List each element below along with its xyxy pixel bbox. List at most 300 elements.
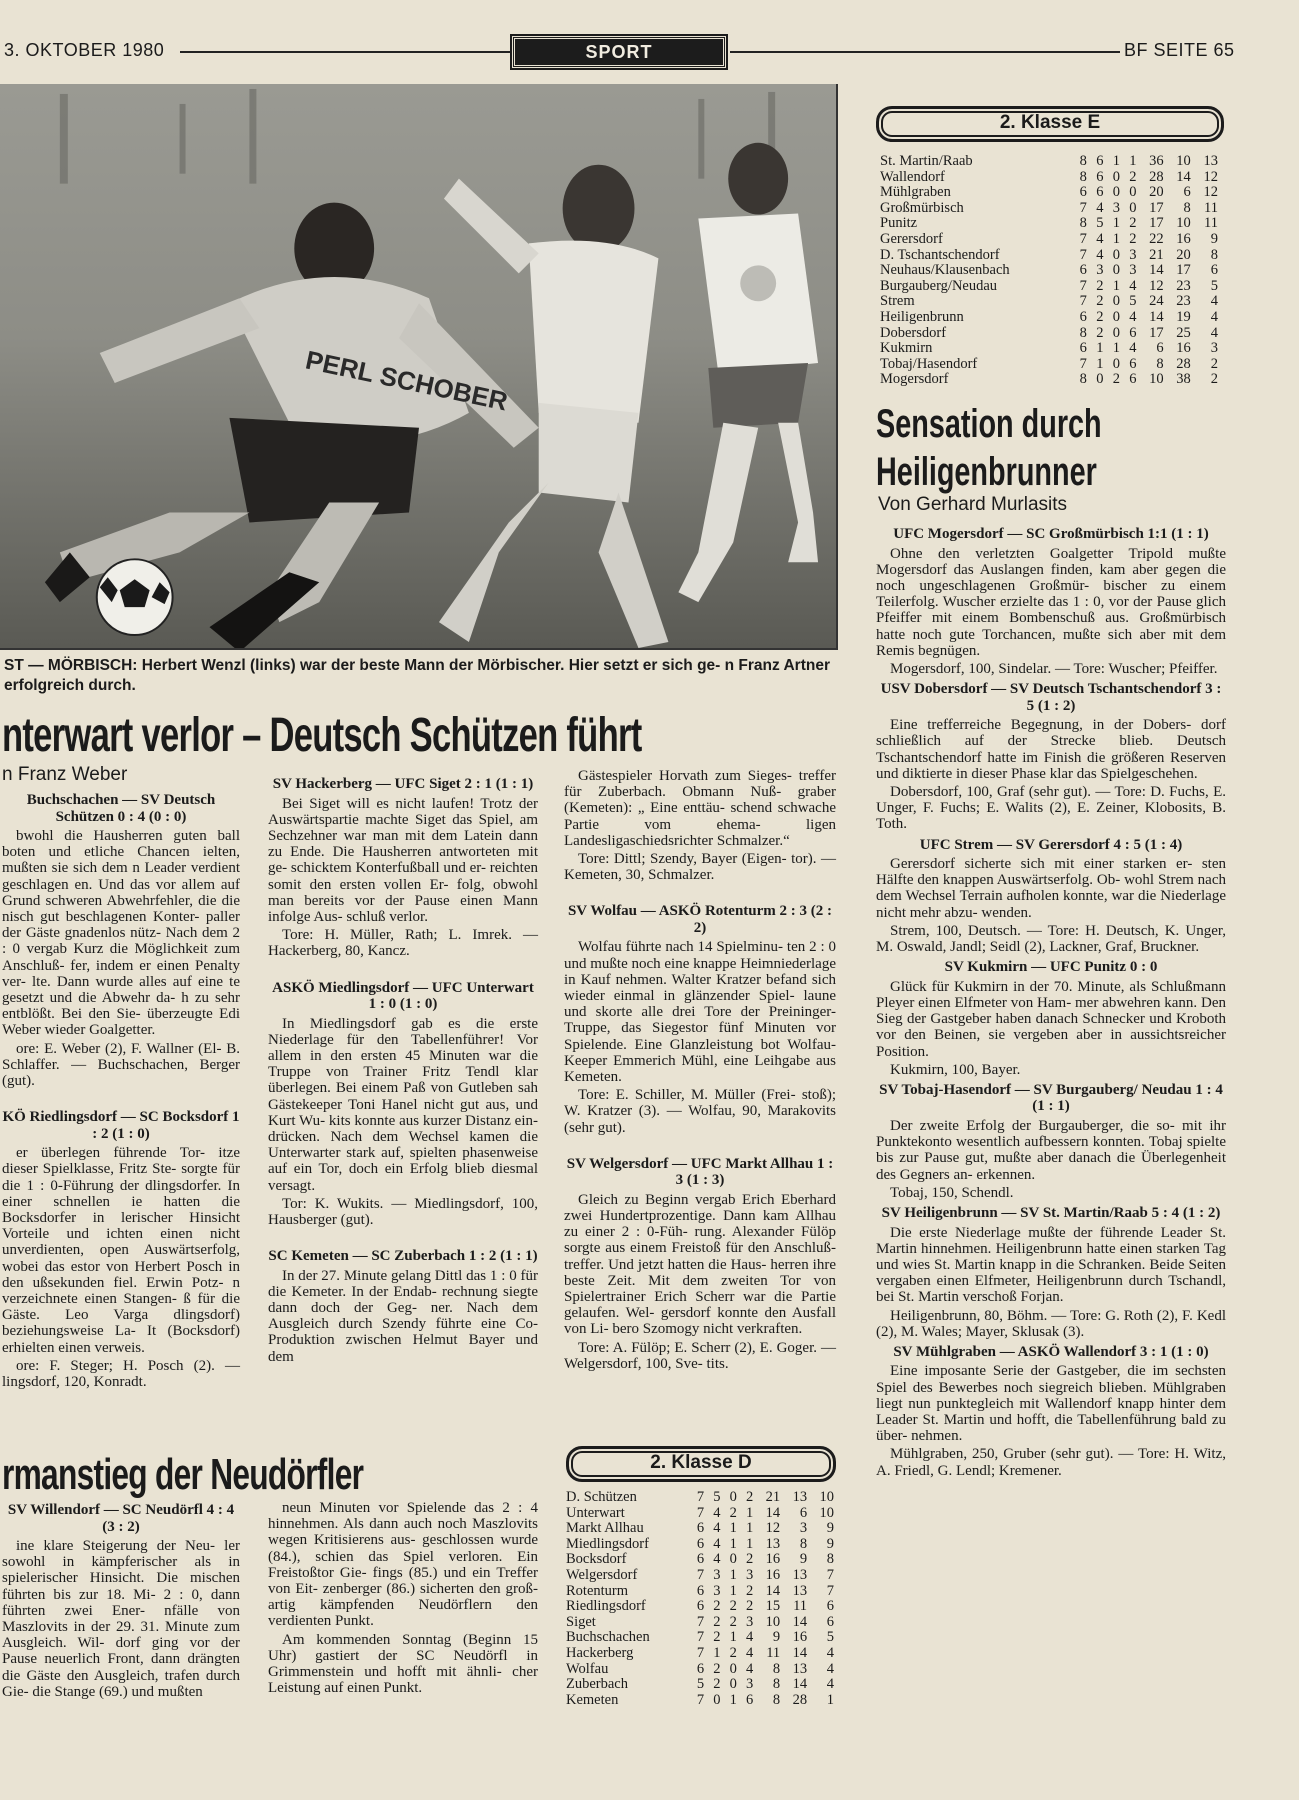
match-heading: UFC Strem — SV Gerersdorf 4 : 5 (1 : 4) [919, 836, 1183, 853]
stat-cell: 7 [696, 1644, 705, 1661]
team-name: St. Martin/Raab [880, 153, 973, 169]
stat-cell: 1 [729, 1566, 737, 1583]
headline-sensation [876, 400, 1102, 496]
stat-cell: 6 [696, 1598, 705, 1615]
table-row [880, 341, 1218, 357]
stat-cell: 10 [1176, 215, 1191, 232]
spacer [2, 1091, 240, 1105]
stat-cell: 16 [765, 1566, 781, 1583]
team-name: Hackerberg [566, 1644, 634, 1661]
stat-cell: 3 [713, 1582, 721, 1599]
paragraph: neun Minuten vor Spielende das 2 : 4 hinnehmen. Als dann auch noch Maszlovits wegen Kritisierens aus- geschlossen wurde (84.), schien das Spiel verloren. Ein Freistoßtor Gie- fings (85.) und ein Treffer von Eit- zenberger (86.) sicherten den groß- artig kämpfenden Neudörflern den verdienten Punkt. [268, 1500, 538, 1630]
issue-date: 3. OKTOBER 1980 [4, 40, 165, 60]
stat-cell: 16 [765, 1551, 781, 1568]
stat-cell: 1 [1112, 215, 1120, 232]
table-row [880, 201, 1218, 217]
stat-cell: 14 [765, 1582, 781, 1599]
stat-cell: 13 [765, 1535, 781, 1552]
stat-cell: 3 [1096, 262, 1104, 279]
stat-cell: 10 [1149, 371, 1164, 388]
stat-cell: 2 [713, 1629, 721, 1646]
photo-caption: ST — MÖRBISCH: Herbert Wenzl (links) war der beste Mann der Mörbischer. Hier setzt er sich ge- n Franz Artner erfolgreich durch. [4, 657, 830, 694]
stat-cell: 6 [1079, 340, 1087, 357]
table-row [566, 1537, 834, 1553]
team-name: Rotenturm [566, 1582, 629, 1599]
stat-cell: 2 [729, 1504, 737, 1521]
stat-cell: 28 [792, 1691, 808, 1708]
table-e [880, 154, 1218, 388]
team-name: Großmürbisch [880, 199, 964, 216]
team-name: Siget [566, 1613, 596, 1630]
table-row [566, 1693, 834, 1709]
stat-cell: 3 [713, 1566, 721, 1583]
stat-cell: 1 [729, 1520, 737, 1537]
match-heading: SV Kukmirn — UFC Punitz 0 : 0 [944, 959, 1158, 976]
stat-cell: 10 [1176, 153, 1191, 169]
table-row [566, 1662, 834, 1678]
team-name: Riedlingsdorf [566, 1598, 646, 1615]
stat-cell: 0 [729, 1676, 737, 1693]
stat-cell: 5 [713, 1489, 721, 1505]
table-row [566, 1506, 834, 1522]
stat-cell: 0 [713, 1691, 721, 1708]
stat-cell: 6 [1129, 355, 1137, 372]
table-row [566, 1568, 834, 1584]
stat-cell: 5 [1129, 293, 1137, 310]
stat-cell: 28 [1176, 355, 1191, 372]
table-row [880, 372, 1218, 388]
stat-cell: 20 [1176, 246, 1191, 263]
stat-cell: 6 [826, 1613, 834, 1630]
table-row [880, 357, 1218, 373]
stat-cell: 10 [819, 1504, 834, 1521]
stat-cell: 2 [1096, 324, 1104, 341]
paragraph: Tore: E. Schiller, M. Müller (Frei- stoß); W. Kratzer (3). — Wolfau, 90, Marakovits (sehr gut). [564, 1087, 836, 1136]
paragraph: Strem, 100, Deutsch. — Tore: H. Deutsch, K. Unger, M. Oswald, Jandl; Seidl (2), Lackner, Graf, Bruckner. [876, 922, 1226, 956]
paragraph: Tor: K. Wukits. — Miedlingsdorf, 100, Hausberger (gut). [268, 1195, 538, 1228]
stat-cell: 8 [1079, 324, 1087, 341]
stat-cell: 4 [826, 1676, 834, 1693]
paragraph: ore: F. Steger; H. Posch (2). — lingsdorf, 120, Konradt. [2, 1357, 240, 1391]
table-row [566, 1615, 834, 1631]
spacer [268, 962, 538, 976]
stat-cell: 2 [713, 1676, 721, 1693]
paragraph: In der 27. Minute gelang Dittl das 1 : 0 für die Kemeter. In der Endab- rechnung siegte dann doch der Geg- ner. Nach dem Ausgleich durch Szendy führte eine Co-Produktion zwischen Helmut Bayer und dem [268, 1267, 538, 1365]
stat-cell: 14 [1176, 168, 1191, 185]
table-row [566, 1521, 834, 1537]
stat-cell: 4 [713, 1520, 721, 1537]
match-heading: SV Welgersdorf — UFC Markt Allhau 1 : 3 (1 : 3) [566, 1155, 834, 1189]
stat-cell: 17 [1149, 199, 1164, 216]
table-row [880, 154, 1218, 170]
stat-cell: 4 [746, 1629, 754, 1646]
stat-cell: 4 [1210, 324, 1218, 341]
paragraph: Tobaj, 150, Schendl. [890, 1184, 1014, 1201]
headline-neudoerfler: rmanstieg der Neudörfler [2, 1450, 364, 1499]
stat-cell: 9 [772, 1629, 781, 1646]
stat-cell: 6 [1079, 262, 1087, 279]
table-row [880, 185, 1218, 201]
stat-cell: 1 [1112, 277, 1120, 294]
team-name: Dobersdorf [880, 324, 947, 341]
stat-cell: 7 [696, 1629, 705, 1646]
stat-cell: 2 [713, 1598, 721, 1615]
table-row [566, 1599, 834, 1615]
stat-cell: 21 [1149, 246, 1164, 263]
stat-cell: 4 [1096, 199, 1104, 216]
stat-cell: 15 [765, 1598, 781, 1615]
stat-cell: 1 [729, 1691, 737, 1708]
stat-cell: 2 [1210, 355, 1218, 372]
stat-cell: 1 [729, 1535, 737, 1552]
stat-cell: 8 [1079, 215, 1087, 232]
paragraph: Heiligenbrunn, 80, Böhm. — Tore: G. Roth (2), F. Kedl (2), M. Wales; Mayer, Sklusak (3). [876, 1307, 1226, 1340]
stat-cell: 8 [1079, 371, 1087, 388]
stat-cell: 2 [729, 1644, 737, 1661]
stat-cell: 1 [1112, 230, 1120, 247]
stat-cell: 1 [729, 1582, 737, 1599]
stat-cell: 22 [1149, 230, 1164, 247]
stat-cell: 0 [729, 1551, 737, 1568]
stat-cell: 6 [1096, 153, 1104, 169]
stat-cell: 16 [1176, 230, 1191, 247]
stat-cell: 5 [1096, 215, 1104, 232]
stat-cell: 3 [1129, 246, 1137, 263]
stat-cell: 1 [1129, 153, 1137, 169]
stat-cell: 38 [1176, 371, 1191, 388]
team-name: Burgauberg/Neudau [880, 277, 998, 294]
stat-cell: 0 [1129, 199, 1137, 216]
stat-cell: 5 [826, 1629, 834, 1646]
stat-cell: 5 [696, 1676, 705, 1693]
team-name: Mühlgraben [880, 184, 951, 201]
stat-cell: 12 [1203, 168, 1218, 185]
table-row [880, 326, 1218, 342]
table-row [566, 1630, 834, 1646]
paragraph: Bei Siget will es nicht laufen! Trotz der Auswärtspartie machte Siget das Spiel, am Sechzehner war man mit dem Latein dann zu Ende. Die Hausherren antworteten mit ge- schicktem Konterfußball und er- reichten somit den ersten vollen Er- folg, obwohl man bereits vor der Pause einen Mann infolge Aus- schluß verlor. [268, 795, 539, 925]
stat-cell: 7 [696, 1566, 705, 1583]
stat-cell: 3 [799, 1520, 808, 1537]
stat-cell: 2 [746, 1598, 754, 1615]
paragraph: Ohne den verletzten Goalgetter Tripold mußte Mogersdorf das Auslangen finden, kam aber gegen die noch ungeschlagenen Großmür- bischer zu einem Teilerfolg. Wuscher erzielte das 1 : 0, vor der Pause glich Pfeiffer mit einem Bombenschuß aus. Großmürbisch hatte noch gute Torchancen, mußte sich aber mit dem Remis begnügen. [876, 545, 1226, 659]
stat-cell: 6 [696, 1551, 705, 1568]
paragraph: Kukmirn, 100, Bayer. [890, 1061, 1021, 1078]
stat-cell: 0 [1096, 371, 1104, 388]
stat-cell: 0 [1112, 262, 1120, 279]
stat-cell: 0 [1129, 184, 1137, 201]
stat-cell: 5 [1210, 277, 1218, 294]
stat-cell: 6 [696, 1535, 705, 1552]
stat-cell: 19 [1176, 308, 1191, 325]
stat-cell: 14 [792, 1613, 808, 1630]
article2-column1 [2, 1498, 240, 1702]
team-name: D. Schützen [566, 1489, 637, 1505]
stat-cell: 6 [1096, 184, 1104, 201]
stat-cell: 2 [1129, 168, 1137, 185]
article2-column2 [268, 1500, 538, 1698]
team-name: Welgersdorf [566, 1566, 638, 1583]
stat-cell: 7 [826, 1566, 834, 1583]
stat-cell: 25 [1176, 324, 1191, 341]
stat-cell: 9 [1210, 230, 1218, 247]
match-heading: Buchschachen — SV Deutsch Schützen 0 : 4 (0 : 0) [26, 792, 216, 825]
paragraph: Tore: Dittl; Szendy, Bayer (Eigen- tor). — Kemeten, 30, Schmalzer. [564, 851, 836, 884]
stat-cell: 6 [1079, 308, 1087, 325]
stat-cell: 7 [696, 1613, 705, 1630]
paragraph: Die erste Niederlage mußte der führende Leader St. Martin hinnehmen. Heiligenbrunn hatte einen starken Tag und wies St. Martin knapp in die Schranken. Beide Seiten vergaben einen Elfmeter, Heiligenbrunn durch Tschandl, bei St. Martin verschoß Forjan. [876, 1224, 1226, 1306]
team-name: Buchschachen [566, 1629, 650, 1646]
stat-cell: 10 [819, 1489, 834, 1505]
stat-cell: 8 [1079, 153, 1087, 169]
table-d [566, 1490, 834, 1708]
stat-cell: 6 [696, 1520, 705, 1537]
stat-cell: 11 [1204, 215, 1218, 232]
header-rule-left [180, 51, 510, 53]
stat-cell: 2 [713, 1660, 721, 1677]
stat-cell: 13 [792, 1566, 808, 1583]
spacer [268, 1230, 538, 1244]
stat-cell: 8 [772, 1691, 781, 1708]
paragraph: Gästespieler Horvath zum Sieges- treffer für Zuberbach. Obmann Nuß- graber (Kemeten): „ Eine enttäu- schend schwache Partie vom ehema- ligen Landesligaschiedsrichter Schmalzer.“ [564, 768, 836, 849]
stat-cell: 1 [746, 1504, 754, 1521]
stat-cell: 36 [1149, 153, 1164, 169]
stat-cell: 14 [765, 1504, 781, 1521]
stat-cell: 4 [746, 1660, 754, 1677]
stat-cell: 0 [1112, 308, 1120, 325]
stat-cell: 2 [729, 1613, 737, 1630]
spacer [564, 1138, 836, 1152]
stat-cell: 2 [1129, 215, 1137, 232]
stat-cell: 11 [1204, 199, 1218, 216]
stat-cell: 11 [766, 1644, 781, 1661]
stat-cell: 8 [1183, 199, 1191, 216]
stat-cell: 2 [713, 1613, 721, 1630]
stat-cell: 0 [1112, 355, 1120, 372]
paragraph: Glück für Kukmirn in der 70. Minute, als Schlußmann Pleyer einen Elfmeter von Ham- mer abwehren kann. Den Sieg der Gastgeber haben danach Schnecker und Kroboth vor den Beinen, sie vergeben aber in aussichtsreicher Position. [876, 978, 1226, 1060]
stat-cell: 1 [826, 1691, 834, 1708]
stat-cell: 3 [1129, 262, 1137, 279]
match-heading: ASKÖ Miedlingsdorf — UFC Unterwart 1 : 0 (1 : 0) [272, 979, 534, 1013]
table-row [880, 279, 1218, 295]
stat-cell: 4 [826, 1644, 834, 1661]
team-name: Zuberbach [566, 1676, 628, 1693]
stat-cell: 6 [1156, 340, 1164, 357]
stat-cell: 4 [826, 1660, 834, 1677]
match-heading: UFC Mogersdorf — SC Großmürbisch 1:1 (1 : 1) [893, 526, 1209, 542]
paragraph: Der zweite Erfolg der Burgauberger, die so- mit ihr Punktekonto wesentlich aufbessern konnten. Tobaj spielte bis zur Pause gut, mußte aber danach die Überlegenheit des Gegners an- erkennen. [876, 1117, 1226, 1183]
section-label: SPORT [512, 36, 726, 68]
table-row [566, 1490, 834, 1506]
stat-cell: 3 [746, 1613, 754, 1630]
table-row [880, 216, 1218, 232]
table-row [566, 1677, 834, 1693]
team-name: Punitz [880, 215, 918, 232]
stat-cell: 8 [1156, 355, 1164, 372]
football [97, 559, 173, 635]
paragraph: Mogersdorf, 100, Sindelar. — Tore: Wuscher; Pfeiffer. [890, 660, 1218, 677]
team-name: Miedlingsdorf [566, 1535, 649, 1552]
article1-column2 [268, 772, 538, 1367]
table-row [566, 1646, 834, 1662]
stat-cell: 0 [1112, 246, 1120, 263]
paragraph: Tore: H. Müller, Rath; L. Imrek. — Hackerberg, 80, Kancz. [268, 927, 538, 960]
article3-body [876, 522, 1226, 1481]
headline-sensation-line2: Heiligenbrunner [876, 450, 1097, 494]
stat-cell: 23 [1176, 293, 1191, 310]
stat-cell: 1 [746, 1535, 754, 1552]
stat-cell: 3 [1112, 199, 1120, 216]
match-heading: SV Tobaj-Hasendorf — SV Burgauberg/ Neudau 1 : 4 (1 : 1) [879, 1081, 1223, 1115]
match-heading: SV Hackerberg — UFC Siget 2 : 1 (1 : 1) [272, 776, 534, 792]
stat-cell: 8 [1210, 246, 1218, 263]
match-heading: SV Wolfau — ASKÖ Rotenturm 2 : 3 (2 : 2) [567, 903, 833, 936]
stat-cell: 12 [765, 1520, 781, 1537]
team-name: Wolfau [566, 1660, 609, 1677]
team-name: Mogersdorf [880, 371, 949, 388]
stat-cell: 7 [1079, 246, 1087, 263]
stat-cell: 14 [792, 1644, 808, 1661]
team-name: Wallendorf [880, 168, 945, 185]
stat-cell: 2 [746, 1582, 754, 1599]
stat-cell: 6 [1129, 324, 1137, 341]
stat-cell: 20 [1149, 184, 1164, 201]
stat-cell: 14 [1149, 262, 1164, 279]
headline-unterwart: nterwart verlor – Deutsch Schützen führt [2, 709, 642, 762]
stat-cell: 1 [1112, 340, 1120, 357]
stat-cell: 2 [1096, 277, 1104, 294]
stat-cell: 9 [826, 1535, 834, 1552]
stat-cell: 16 [1176, 340, 1191, 357]
stat-cell: 1 [1096, 355, 1104, 372]
stat-cell: 12 [1149, 277, 1164, 294]
stat-cell: 1 [1096, 340, 1104, 357]
stat-cell: 7 [696, 1504, 705, 1521]
stat-cell: 7 [1079, 293, 1087, 310]
stat-cell: 2 [746, 1551, 754, 1568]
match-heading: SC Kemeten — SC Zuberbach 1 : 2 (1 : 1) [268, 1248, 538, 1265]
stat-cell: 14 [792, 1676, 808, 1693]
stat-cell: 2 [1210, 371, 1218, 388]
stat-cell: 14 [1149, 308, 1164, 325]
stat-cell: 28 [1149, 168, 1164, 185]
stat-cell: 0 [1112, 324, 1120, 341]
table-row [880, 263, 1218, 279]
stat-cell: 4 [1210, 293, 1218, 310]
match-heading: SV Willendorf — SC Neudörfl 4 : 4 (3 : 2) [7, 1502, 235, 1535]
stat-cell: 2 [1096, 308, 1104, 325]
table-row [880, 170, 1218, 186]
stat-cell: 2 [1096, 293, 1104, 310]
table-d-title: 2. Klasse D [566, 1446, 836, 1482]
headline-sensation-line1: Sensation durch [876, 402, 1102, 446]
stat-cell: 23 [1176, 277, 1191, 294]
paragraph: Mühlgraben, 250, Gruber (sehr gut). — Tore: H. Witz, A. Friedl, G. Lendl; Kremener. [876, 1446, 1226, 1479]
stat-cell: 4 [1129, 340, 1137, 357]
spacer [564, 885, 836, 899]
stat-cell: 17 [1149, 324, 1164, 341]
table-row [880, 248, 1218, 264]
stat-cell: 4 [1096, 246, 1104, 263]
stat-cell: 4 [1129, 308, 1137, 325]
stat-cell: 3 [746, 1676, 754, 1693]
stat-cell: 9 [826, 1520, 834, 1537]
stat-cell: 8 [1079, 168, 1087, 185]
paragraph: ine klare Steigerung der Neu- ler sowohl in kämpferischer als in spielerischer Hinsicht. Die mischen führten bis zur 18. Mi- 2 : 0, dann führten zwei Ener- nfälle von Maszlovits in der 29. 31. Minute zum Ausgleich. Wil- dorf ging vor der Pause neuerlich Front, dann drängten die Gäste den Ausgleich, trafen durch Gie- die Stange (69.) und mußten [2, 1538, 240, 1700]
table-row [566, 1552, 834, 1568]
stat-cell: 13 [792, 1582, 808, 1599]
stat-cell: 4 [746, 1644, 754, 1661]
stat-cell: 6 [1129, 371, 1137, 388]
stat-cell: 7 [826, 1582, 834, 1599]
stat-cell: 7 [696, 1691, 705, 1708]
stat-cell: 7 [696, 1489, 705, 1505]
stat-cell: 6 [1079, 184, 1087, 201]
team-name: D. Tschantschendorf [880, 246, 1000, 263]
article1-column3 [564, 768, 836, 1374]
stat-cell: 13 [1203, 153, 1218, 169]
stat-cell: 8 [772, 1660, 781, 1677]
table-row [566, 1584, 834, 1600]
stat-cell: 3 [1210, 340, 1218, 357]
stat-cell: 24 [1149, 293, 1164, 310]
stat-cell: 16 [792, 1629, 808, 1646]
stat-cell: 0 [1112, 184, 1120, 201]
stat-cell: 21 [765, 1489, 781, 1505]
team-name: Unterwart [566, 1504, 625, 1521]
paragraph: ore: E. Weber (2), F. Wallner (El- B. Schlaffer. — Buchschachen, Berger (gut). [2, 1040, 240, 1090]
paragraph: Eine trefferreiche Begegnung, in der Dobers- dorf schließlich auf der Strecke blieb. Deutsch Tschantschendorf hatte im Finish die größeren Reserven und diktierte in dieser Phase klar das Spielgeschehen. [876, 717, 1226, 782]
table-row [880, 310, 1218, 326]
team-name: Neuhaus/Klausenbach [880, 262, 1010, 279]
match-heading: SV Mühlgraben — ASKÖ Wallendorf 3 : 1 (1 : 0) [893, 1343, 1209, 1360]
team-name: Gerersdorf [880, 230, 943, 247]
stat-cell: 8 [772, 1676, 781, 1693]
match-heading: USV Dobersdorf — SV Deutsch Tschantschendorf 3 : 5 (1 : 2) [880, 681, 1222, 714]
stat-cell: 17 [1176, 262, 1191, 279]
stat-cell: 1 [1112, 153, 1120, 169]
stat-cell: 0 [729, 1660, 737, 1677]
table-row [880, 232, 1218, 248]
page-number: BF SEITE 65 [1124, 40, 1235, 60]
match-heading: SV Heiligenbrunn — SV St. Martin/Raab 5 : 4 (1 : 2) [881, 1205, 1221, 1221]
table-row [880, 294, 1218, 310]
stat-cell: 2 [729, 1598, 737, 1615]
stat-cell: 2 [1129, 230, 1137, 247]
stat-cell: 13 [792, 1660, 808, 1677]
paragraph: Tore: A. Fülöp; E. Scherr (2), E. Goger. — Welgersdorf, 100, Sve- tits. [564, 1339, 836, 1372]
paragraph: er überlegen führende Tor- itze dieser Spielklasse, Fritz Ste- sorgte für die 1 : 0-Führung der dlingsdorfer. In einer schnellen ie hatten die Bocksdorfer in lerischer Hinsicht Vorteile und ichten einen nicht unverdienten, open Auswärtserfolg, wobei das estor von Herbert Posch in den ußsekunden fiel. Erwin Potz- n verzeichnete einen Stangen- ß für die Gäste. Leo Varga dlingsdorf) beziehungsweise La- It (Bocksdorf) erhielten einen verweis. [2, 1145, 240, 1356]
stat-cell: 4 [713, 1504, 721, 1521]
stat-cell: 11 [793, 1598, 808, 1615]
stat-cell: 13 [792, 1489, 808, 1505]
stat-cell: 1 [729, 1629, 737, 1646]
stat-cell: 3 [746, 1566, 754, 1583]
match-photo [0, 84, 838, 650]
article1-column1 [2, 788, 240, 1392]
table-e-title: 2. Klasse E [876, 106, 1224, 142]
stat-cell: 6 [1096, 168, 1104, 185]
paragraph: In Miedlingsdorf gab es die erste Niederlage für den Tabellenführer! Vor allem in den ersten 45 Minuten war die Truppe von Trainer Fritz Tendl klar überlegen. Bei einem Paß von Gutleben sah Gästekeeper Toni Hanel nicht gut aus, und Kurt Wu- kits konnte aus kurzer Distanz ein- drücken. Nach dem Wechsel kamen die Unterwarter stark auf, spielten phasenweise auf ein Tor, doch ein Erfolg blieb diesmal versagt. [268, 1015, 538, 1194]
team-name: Heiligenbrunn [880, 308, 964, 325]
stat-cell: 1 [746, 1520, 754, 1537]
stat-cell: 9 [799, 1551, 808, 1568]
stat-cell: 17 [1149, 215, 1164, 232]
team-name: Strem [880, 293, 915, 310]
stat-cell: 8 [799, 1535, 808, 1552]
stat-cell: 6 [696, 1582, 705, 1599]
paragraph: Dobersdorf, 100, Graf (sehr gut). — Tore: D. Fuchs, E. Unger, F. Fuchs; E. Walits (2), E. Zeiner, Klobosits, B. Toth. [876, 783, 1226, 833]
stat-cell: 2 [746, 1489, 754, 1505]
